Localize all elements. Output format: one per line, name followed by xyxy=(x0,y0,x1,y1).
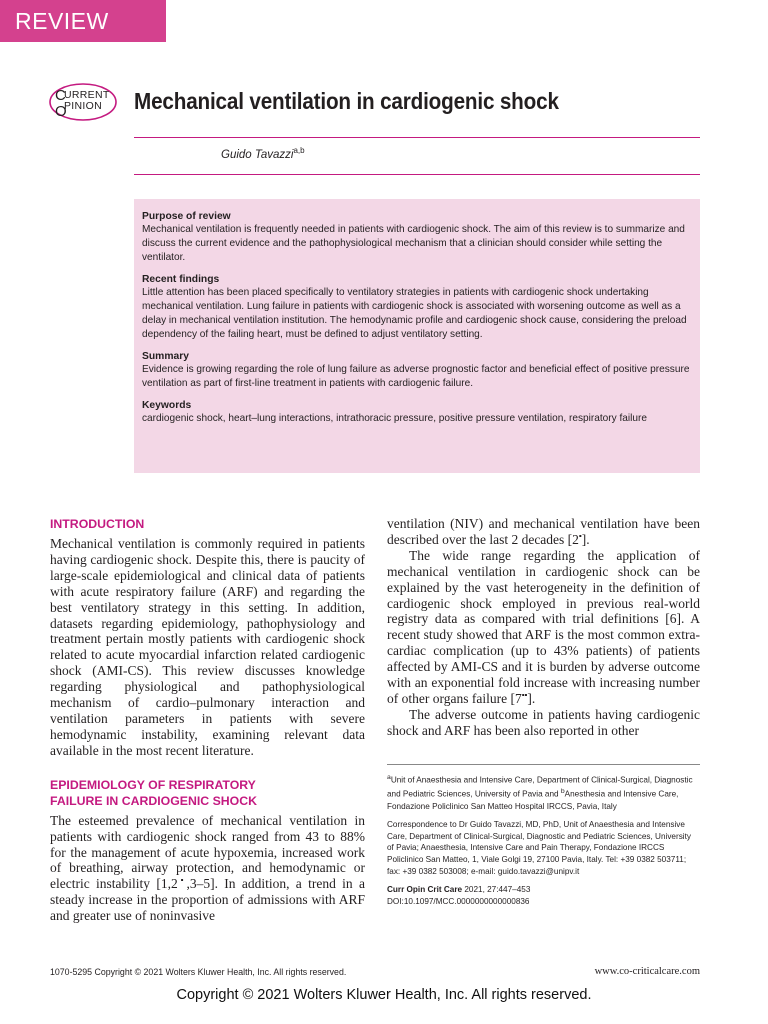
right-paragraph-3: The adverse outcome in patients having cardiogenic shock and ARF has been also reported in other xyxy=(387,706,700,738)
footnotes xyxy=(387,772,700,914)
keywords-heading: Keywords xyxy=(142,400,192,411)
epidemiology-heading xyxy=(50,777,365,809)
footnote-divider xyxy=(387,764,700,765)
right-paragraph-1 xyxy=(387,516,700,548)
copyright-banner: Copyright © 2021 Wolters Kluwer Health, Inc. All rights reserved. xyxy=(176,987,592,1003)
epidemiology-heading-line2: FAILURE IN CARDIOGENIC SHOCK xyxy=(50,793,258,808)
svg-text:C: C xyxy=(55,87,66,104)
section-tab: REVIEW xyxy=(0,0,166,42)
abstract-box xyxy=(134,199,700,473)
affiliation-a: Unit of Anaesthesia and Intensive Care, Department of Clinical-Surgical, Diagnostic and Pediatric Sciences, University of Pavia and xyxy=(387,775,693,800)
purpose-heading: Purpose of review xyxy=(142,211,231,222)
affiliation-b: Anesthesia and Intensive Care, Fondazione Policlinico San Matteo Hospital IRCCS, Pavia, Italy xyxy=(387,790,679,811)
right-paragraph-1-part2: ]. xyxy=(581,531,590,547)
reference-mark: ▪ xyxy=(177,875,187,885)
epidemiology-heading-line1: EPIDEMIOLOGY OF RESPIRATORY xyxy=(50,777,256,792)
introduction-paragraph: Mechanical ventilation is commonly required in patients having cardiogenic shock. Despite this, there is paucity of large-scale epidemiological and clinical data of patients with acute respiratory failure (ARF) and regarding the best ventilatory strategy in this setting. In addition, datasets regarding epidemiology, pathophysiology and treatment pertain mostly patients with cardiogenic shock related to acute myocardial infarction related cardiogenic shock (AMI-CS). This review discusses knowledge regarding physiological and pathophysiological mechanism of cardio–pulmonary interaction and ventilation parameters in patients with severe hemodynamic instability, examining relevant data available in the most recent literature. xyxy=(50,536,365,758)
logo-text-opinion: PINION xyxy=(64,100,102,112)
epidemiology-paragraph xyxy=(50,813,365,924)
citation-volume: 2021, 27:447–453 xyxy=(462,885,531,895)
summary-text: Evidence is growing regarding the role of lung failure as adverse prognostic factor and beneficial effect of positive pressure ventilation as part of first-line treatment in patients with cardiogenic failure. xyxy=(142,364,690,389)
keywords-text: cardiogenic shock, heart–lung interactions, intrathoracic pressure, positive pressure ventilation, respiratory failure xyxy=(142,413,647,424)
title-rule xyxy=(134,137,700,138)
right-paragraph-1-part1: ventilation (NIV) and mechanical ventilation have been described over the last 2 decades [2 xyxy=(387,516,700,547)
introduction-heading: INTRODUCTION xyxy=(50,517,145,531)
author-affiliation-marks: a,b xyxy=(293,146,305,155)
affiliation-a-mark: a xyxy=(387,774,391,781)
affiliations xyxy=(387,772,700,812)
footer-copyright: 1070-5295 Copyright © 2021 Wolters Kluwer Health, Inc. All rights reserved. xyxy=(50,967,347,977)
findings-text: Little attention has been placed specifically to ventilatory strategies in patients with cardiogenic shock undertaking mechanical ventilation. Lung failure in patients with cardiogenic shock is associated with worsening outcome as well as a delay in mechanical ventilation institution. The hemodynamic profile and cardiogenic shock cause, considering the preload dependency of the failing heart, must be defined to adjust ventilatory setting. xyxy=(142,287,687,340)
right-column xyxy=(387,516,700,739)
right-paragraph-2-part2: ]. xyxy=(527,690,536,706)
reference-mark: ▪ xyxy=(578,531,582,541)
author-rule xyxy=(134,174,700,175)
affiliation-b-mark: b xyxy=(560,788,565,796)
right-paragraph-2 xyxy=(387,548,700,707)
summary-heading: Summary xyxy=(142,351,189,362)
article-title: Mechanical ventilation in cardiogenic shock xyxy=(134,88,559,114)
findings-heading: Recent findings xyxy=(142,274,220,285)
author-line xyxy=(221,146,305,161)
citation xyxy=(387,884,700,896)
right-paragraph-2-part1: The wide range regarding the application of mechanical ventilation in cardiogenic shock can be explained by the vast heterogeneity in the definition of cardiogenic shock employed in previous real-world registry data as compared with trial definitions [6]. A recent study showed that ARF is the most common extra-cardiac complication (up to 43% patients) of patients affected by AMI-CS and it is burden by adverse outcome with an exponential fold increase with increasing number of other organs failure [7 xyxy=(387,547,700,706)
left-column xyxy=(50,516,365,924)
logo-text-current: URRENT xyxy=(64,89,110,101)
epidemiology-text-part1: The esteemed prevalence of mechanical ventilation in patients with cardiogenic shock ranged from 43 to 88% for the management of acute hypoxemia, increased work of breathing, airway protection, and hemodynamic or electric instability [1,2 xyxy=(50,812,365,892)
doi: DOI:10.1097/MCC.0000000000000836 xyxy=(387,896,530,906)
epidemiology-text-part2: ,3–5]. In addition, a trend in a steady increase in the proportion of admissions with ARF and greater use of noninvasive xyxy=(50,876,365,924)
journal-name: Curr Opin Crit Care xyxy=(387,885,463,895)
svg-text:O: O xyxy=(55,103,67,120)
footer-website: www.co-criticalcare.com xyxy=(594,966,700,977)
author-name: Guido Tavazzi xyxy=(221,148,294,161)
purpose-text: Mechanical ventilation is frequently needed in patients with cardiogenic shock. The aim of this review is to summarize and discuss the current evidence and the pathophysiological mechanism that a clinician should consider while setting the ventilator. xyxy=(142,224,685,263)
reference-mark: ▪▪ xyxy=(521,690,528,700)
correspondence: Correspondence to Dr Guido Tavazzi, MD, PhD, Unit of Anaesthesia and Intensive Care, Department of Clinical-Surgical, Diagnostic and Pediatric Sciences, University of Pavia; Anaesthesia, Intensive Care and Pain Therapy, Fondazione IRCCS Policlinico San Matteo, 1, Viale Golgi 19, 27100 Pavia, Italy. Tel: +39 0382 503711; fax: +39 0382 503008; e-mail: guido.tavazzi@unipv.it xyxy=(387,820,691,876)
